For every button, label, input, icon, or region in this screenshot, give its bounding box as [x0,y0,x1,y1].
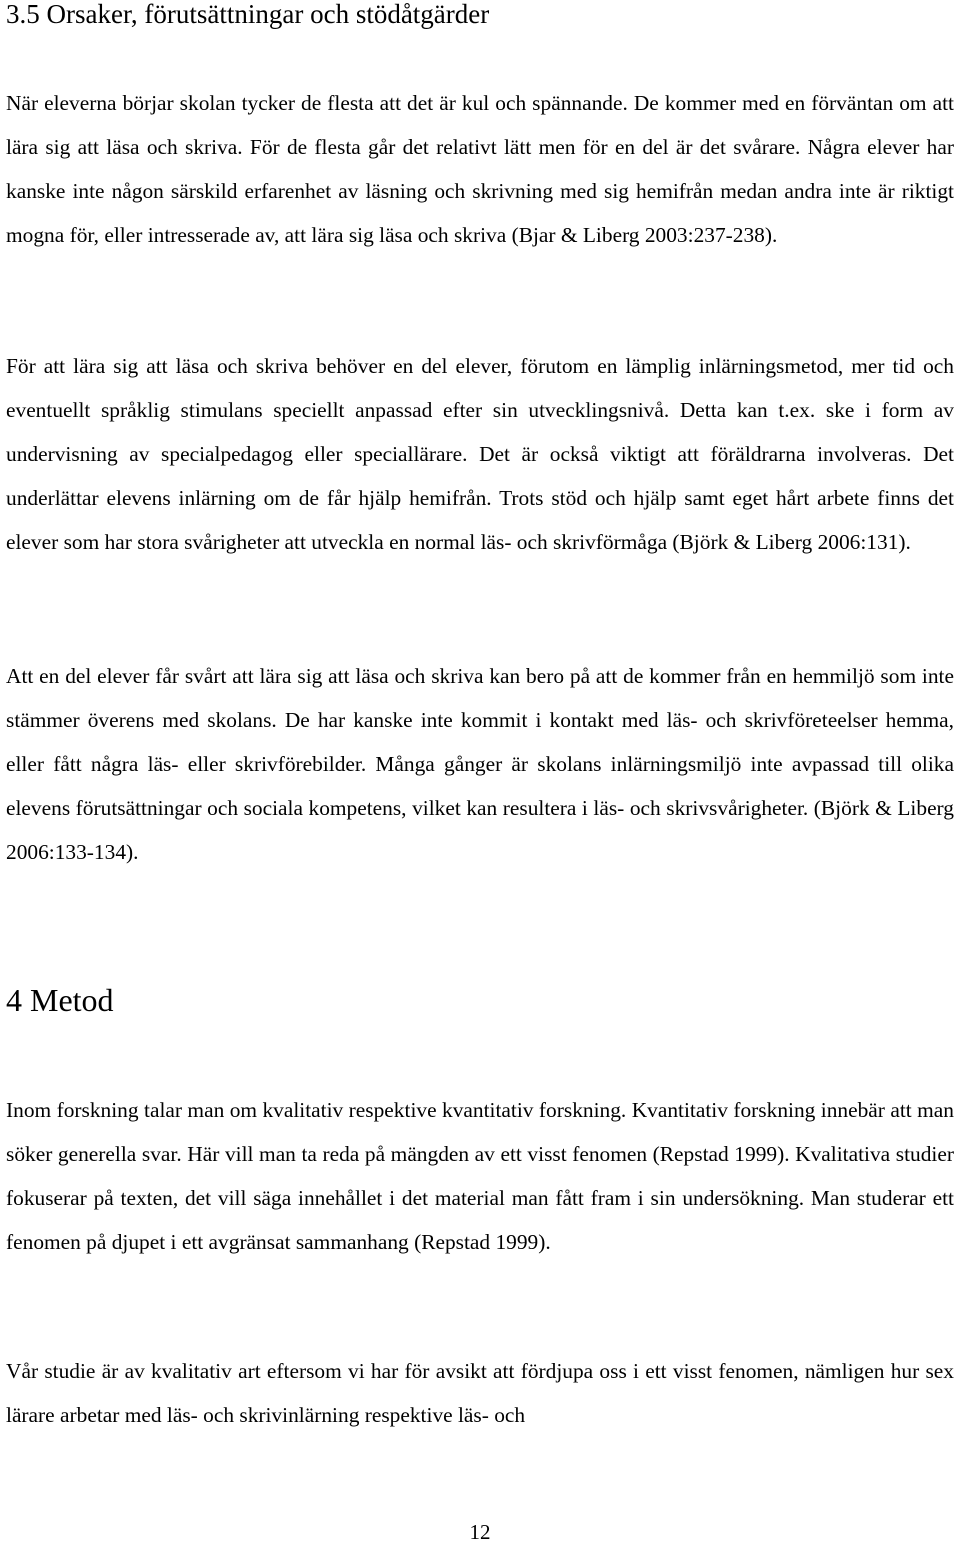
section-heading: 3.5 Orsaker, förutsättningar och stödåtgärder [6,0,490,29]
paragraph-study-description: Vår studie är av kvalitativ art eftersom vi har för avsikt att fördjupa oss i ett visst fenomen, nämligen hur sex lärare arbetar med läs- och skrivinlärning respektive läs- och [6,1359,954,1427]
paragraph-support-measures: För att lära sig att läsa och skriva behöver en del elever, förutom en lämplig inlärningsmetod, mer tid och eventuellt språklig stimulans speciellt anpassad efter sin utvecklingsnivå. Detta kan t.ex. ske i form av undervisning av specialpedagog eller speciallärare. Det är också viktigt att föräldrarna involveras. Det underlättar elevens inlärning om de får hjälp hemifrån. Trots stöd och hjälp samt eget hårt arbete finns det elever som har stora svårigheter att utveckla en normal läs- och skrivförmåga (Björk & Liberg 2006:131). [6,354,954,554]
paragraph-school-start: När eleverna börjar skolan tycker de flesta att det är kul och spännande. De kommer med en förväntan om att lära sig att läsa och skriva. För de flesta går det relativt lätt men för en del är det svårare. Några elever har kanske inte någon särskild erfarenhet av läsning och skrivning med sig hemifrån medan andra inte är riktigt mogna för, eller intresserade av, att lära sig läsa och skriva (Bjar & Liberg 2003:237-238). [6,91,954,247]
chapter-heading: 4 Metod [6,982,114,1018]
paragraph-research-methods: Inom forskning talar man om kvalitativ respektive kvantitativ forskning. Kvantitativ forskning innebär att man söker generella svar. Här vill man ta reda på mängden av ett visst fenomen (Repstad 1999). Kvalitativa studier fokuserar på texten, det vill säga innehållet i det material man fått fram i sin undersökning. Man studerar ett fenomen på djupet i ett avgränsat sammanhang (Repstad 1999). [6,1098,954,1254]
paragraph-home-environment: Att en del elever får svårt att lära sig att läsa och skriva kan bero på att de kommer från en hemmiljö som inte stämmer överens med skolans. De har kanske inte kommit i kontakt med läs- och skrivföreteelser hemma, eller fått några läs- eller skrivförebilder. Många gånger är skolans inlärningsmiljö inte avpassad till olika elevens förutsättningar och sociala kompetens, vilket kan resultera i läs- och skrivsvårigheter. (Björk & Liberg 2006:133-134). [6,664,954,864]
page-number: 12 [469,1520,491,1544]
